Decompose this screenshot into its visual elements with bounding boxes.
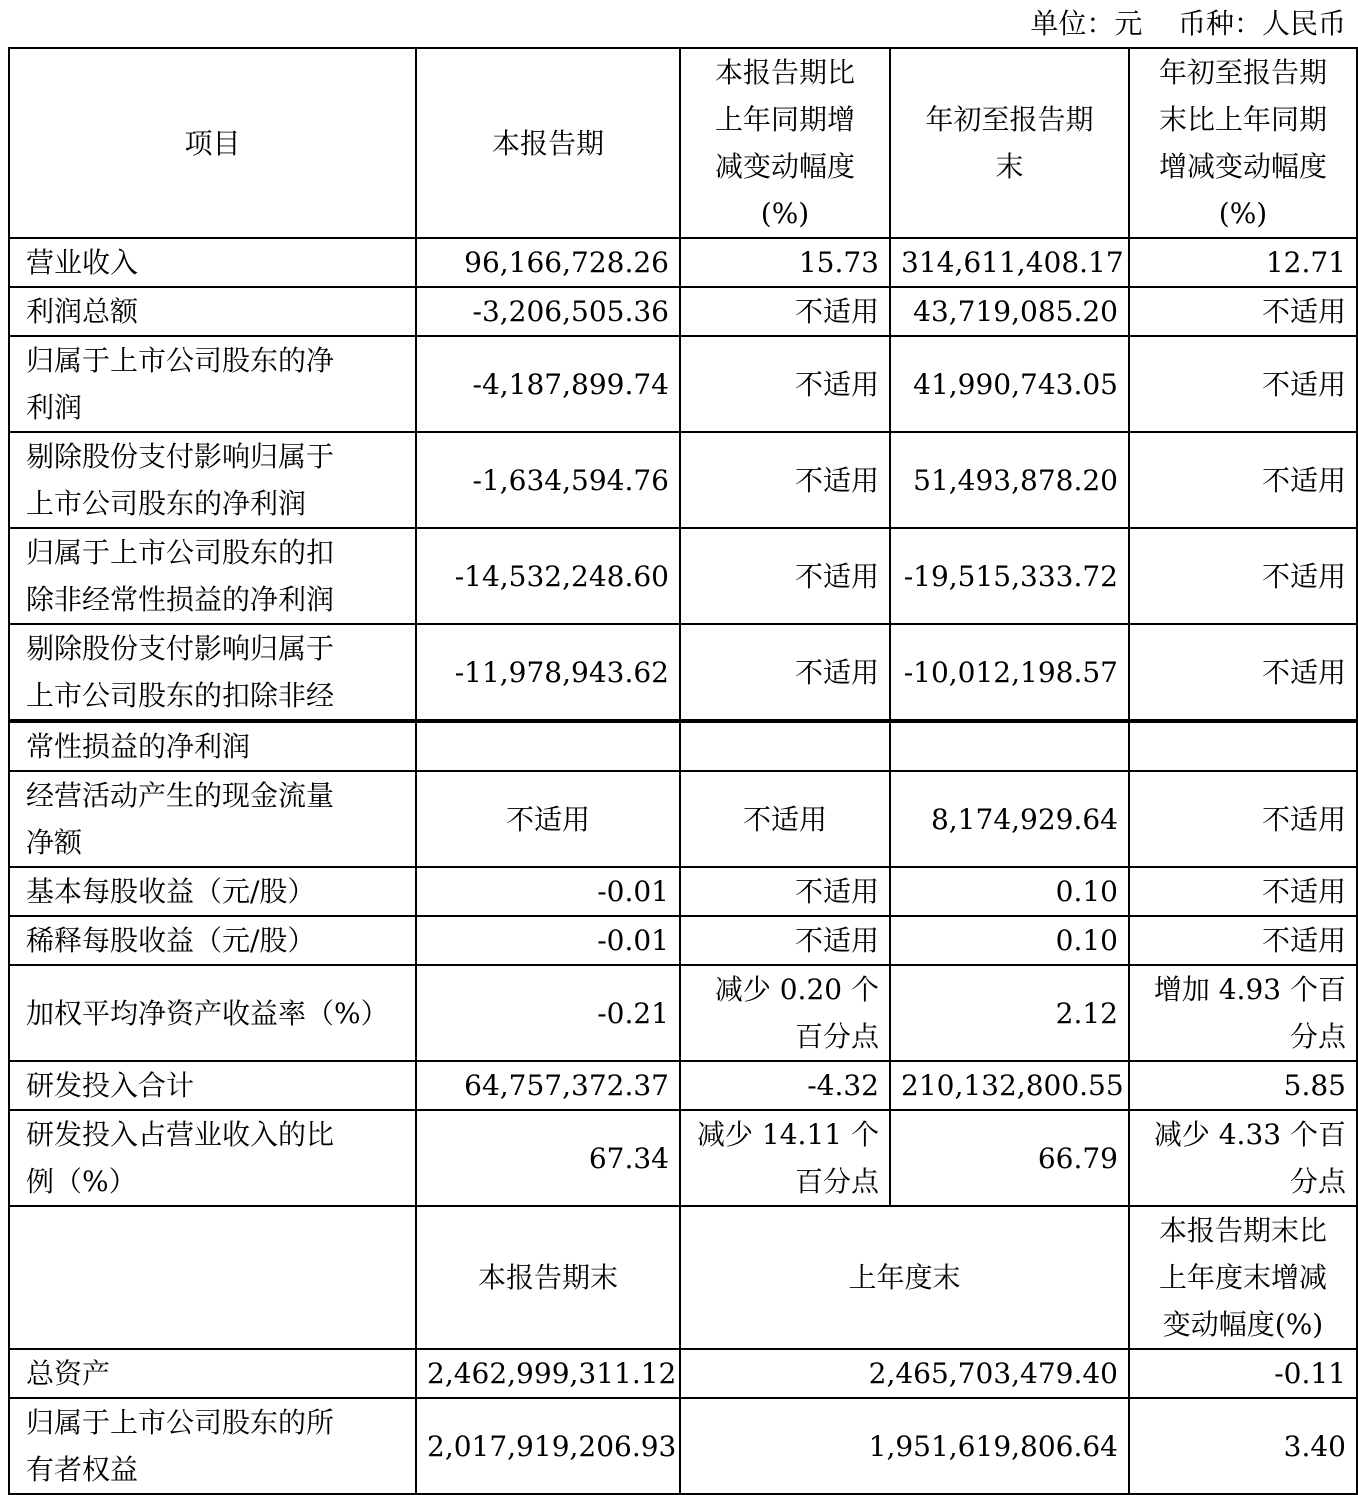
row-current-value: -0.01 <box>416 867 680 916</box>
row-item-label: 归属于上市公司股东的净 利润 <box>9 336 416 432</box>
row-prior-year-end-value: 2,465,703,479.40 <box>680 1349 1129 1398</box>
header-ytd: 年初至报告期 末 <box>890 48 1129 238</box>
table-header-row <box>9 48 1357 238</box>
row-item-label: 常性损益的净利润 <box>9 721 416 771</box>
row-ytd-change: 不适用 <box>1129 771 1357 867</box>
row-ytd-change: 不适用 <box>1129 528 1357 624</box>
row-current-change <box>680 721 890 771</box>
table-row <box>9 1061 1357 1110</box>
row-item-label: 稀释每股收益（元/股） <box>9 916 416 965</box>
row-current-change: 不适用 <box>680 432 890 528</box>
table-row <box>9 965 1357 1061</box>
unit-currency-note: 单位：元 币种：人民币 <box>1030 7 1346 40</box>
row-current-value: -3,206,505.36 <box>416 287 680 336</box>
row-ytd-value: -10,012,198.57 <box>890 624 1129 721</box>
row-ytd-value: 2.12 <box>890 965 1129 1061</box>
row-balance-change: -0.11 <box>1129 1349 1357 1398</box>
row-current-value: -1,634,594.76 <box>416 432 680 528</box>
table-row <box>9 624 1357 721</box>
row-ytd-change: 增加 4.93 个百 分点 <box>1129 965 1357 1061</box>
financial-data-table <box>8 47 1358 1495</box>
row-item-label: 营业收入 <box>9 238 416 287</box>
row-current-value: 不适用 <box>416 771 680 867</box>
row-ytd-change: 5.85 <box>1129 1061 1357 1110</box>
row-period-end-value: 2,017,919,206.93 <box>416 1398 680 1494</box>
header-item-blank <box>9 1206 416 1349</box>
table-header-row-balance <box>9 1206 1357 1349</box>
row-ytd-value <box>890 721 1129 771</box>
row-ytd-change <box>1129 721 1357 771</box>
header-period-end: 本报告期末 <box>416 1206 680 1349</box>
row-current-change: 不适用 <box>680 287 890 336</box>
row-ytd-value: 314,611,408.17 <box>890 238 1129 287</box>
row-ytd-change: 不适用 <box>1129 916 1357 965</box>
row-current-change: 不适用 <box>680 624 890 721</box>
row-current-value: 67.34 <box>416 1110 680 1206</box>
row-item-label: 总资产 <box>9 1349 416 1398</box>
row-current-value: -4,187,899.74 <box>416 336 680 432</box>
row-ytd-value: 41,990,743.05 <box>890 336 1129 432</box>
row-current-change: 不适用 <box>680 916 890 965</box>
table-row <box>9 336 1357 432</box>
row-ytd-value: 0.10 <box>890 867 1129 916</box>
row-ytd-change: 不适用 <box>1129 867 1357 916</box>
row-ytd-value: 51,493,878.20 <box>890 432 1129 528</box>
table-row <box>9 528 1357 624</box>
row-current-change: 不适用 <box>680 867 890 916</box>
row-item-label: 利润总额 <box>9 287 416 336</box>
table-row <box>9 238 1357 287</box>
row-ytd-change: 12.71 <box>1129 238 1357 287</box>
table-row <box>9 771 1357 867</box>
row-ytd-value: 66.79 <box>890 1110 1129 1206</box>
row-ytd-value: 210,132,800.55 <box>890 1061 1129 1110</box>
header-balance-change: 本报告期末比 上年度末增减 变动幅度(%) <box>1129 1206 1357 1349</box>
row-ytd-change: 不适用 <box>1129 432 1357 528</box>
row-ytd-change: 不适用 <box>1129 624 1357 721</box>
row-item-label: 研发投入合计 <box>9 1061 416 1110</box>
row-ytd-value: -19,515,333.72 <box>890 528 1129 624</box>
row-item-label: 研发投入占营业收入的比 例（%） <box>9 1110 416 1206</box>
row-current-value: -0.01 <box>416 916 680 965</box>
row-item-label: 剔除股份支付影响归属于 上市公司股东的净利润 <box>9 432 416 528</box>
table-row <box>9 916 1357 965</box>
row-ytd-value: 43,719,085.20 <box>890 287 1129 336</box>
row-item-label: 剔除股份支付影响归属于 上市公司股东的扣除非经 <box>9 624 416 721</box>
table-row-balance <box>9 1349 1357 1398</box>
row-current-value: -11,978,943.62 <box>416 624 680 721</box>
row-ytd-value: 8,174,929.64 <box>890 771 1129 867</box>
row-ytd-change: 减少 4.33 个百 分点 <box>1129 1110 1357 1206</box>
header-current-period: 本报告期 <box>416 48 680 238</box>
row-current-value: 96,166,728.26 <box>416 238 680 287</box>
row-ytd-change: 不适用 <box>1129 336 1357 432</box>
header-current-change: 本报告期比 上年同期增 减变动幅度 (%) <box>680 48 890 238</box>
table-row <box>9 867 1357 916</box>
row-current-change: 不适用 <box>680 528 890 624</box>
row-current-change: 减少 14.11 个 百分点 <box>680 1110 890 1206</box>
row-current-value <box>416 721 680 771</box>
row-period-end-value: 2,462,999,311.12 <box>416 1349 680 1398</box>
row-item-label: 基本每股收益（元/股） <box>9 867 416 916</box>
row-current-change: 15.73 <box>680 238 890 287</box>
row-current-change: 减少 0.20 个 百分点 <box>680 965 890 1061</box>
row-current-change: 不适用 <box>680 771 890 867</box>
table-row <box>9 432 1357 528</box>
row-prior-year-end-value: 1,951,619,806.64 <box>680 1398 1129 1494</box>
table-row <box>9 721 1357 771</box>
row-item-label: 经营活动产生的现金流量 净额 <box>9 771 416 867</box>
row-current-change: 不适用 <box>680 336 890 432</box>
header-item: 项目 <box>9 48 416 238</box>
row-ytd-change: 不适用 <box>1129 287 1357 336</box>
row-current-value: -0.21 <box>416 965 680 1061</box>
row-item-label: 加权平均净资产收益率（%） <box>9 965 416 1061</box>
row-item-label: 归属于上市公司股东的所 有者权益 <box>9 1398 416 1494</box>
row-current-change: -4.32 <box>680 1061 890 1110</box>
header-prior-year-end: 上年度末 <box>680 1206 1129 1349</box>
row-item-label: 归属于上市公司股东的扣 除非经常性损益的净利润 <box>9 528 416 624</box>
row-current-value: 64,757,372.37 <box>416 1061 680 1110</box>
row-balance-change: 3.40 <box>1129 1398 1357 1494</box>
row-ytd-value: 0.10 <box>890 916 1129 965</box>
header-ytd-change: 年初至报告期 末比上年同期 增减变动幅度 (%) <box>1129 48 1357 238</box>
table-row <box>9 1110 1357 1206</box>
table-row <box>9 287 1357 336</box>
row-current-value: -14,532,248.60 <box>416 528 680 624</box>
